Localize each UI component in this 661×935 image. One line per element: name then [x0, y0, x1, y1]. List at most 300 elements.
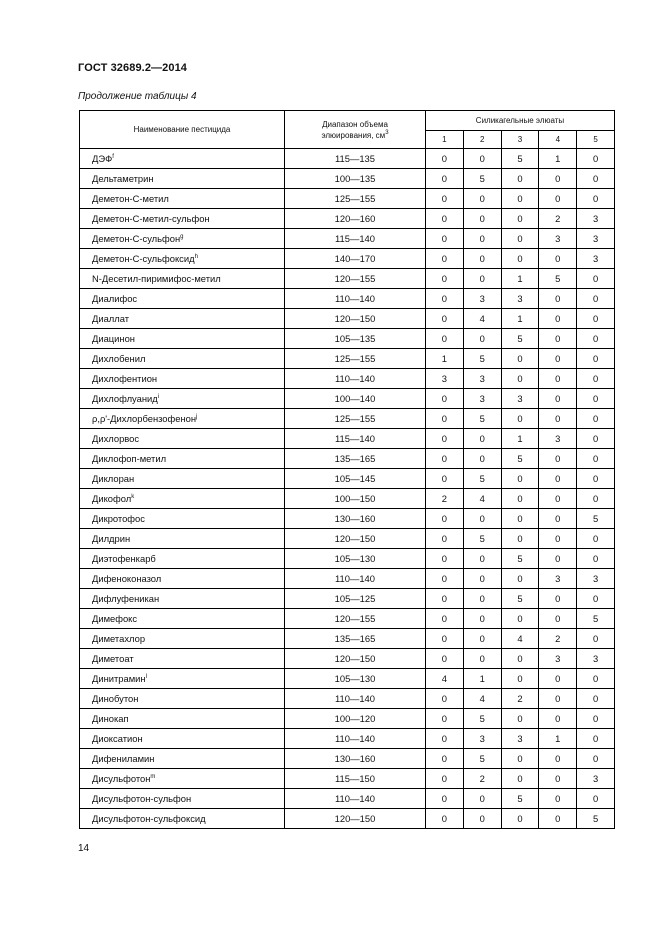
- eluate-value-cell: 0: [539, 189, 577, 209]
- table-row: [80, 429, 615, 449]
- eluate-value-cell: 5: [463, 469, 501, 489]
- table-row: [80, 689, 615, 709]
- eluate-value-cell: 5: [501, 149, 539, 169]
- pesticide-name-cell: [80, 369, 285, 389]
- pesticide-name-cell: [80, 669, 285, 689]
- eluate-value-cell: 3: [501, 729, 539, 749]
- elution-range-cell: 140—170: [285, 249, 426, 269]
- pesticide-name: Диклофоп-метил: [92, 453, 167, 464]
- table-row: [80, 569, 615, 589]
- elution-range-cell: 120—155: [285, 269, 426, 289]
- eluate-value-cell: 0: [539, 449, 577, 469]
- eluate-value-cell: 5: [463, 709, 501, 729]
- eluate-value-cell: 0: [426, 589, 464, 609]
- elution-range-cell: 120—150: [285, 809, 426, 829]
- eluate-value-cell: 0: [577, 389, 615, 409]
- eluate-value-cell: 5: [577, 609, 615, 629]
- pesticide-name-cell: [80, 309, 285, 329]
- eluate-value-cell: 0: [501, 169, 539, 189]
- table-row: [80, 329, 615, 349]
- table-row: [80, 409, 615, 429]
- eluate-value-cell: 0: [501, 609, 539, 629]
- eluate-value-cell: 0: [577, 409, 615, 429]
- eluate-value-cell: 0: [426, 789, 464, 809]
- eluate-value-cell: 0: [463, 209, 501, 229]
- eluate-number-header: 5: [577, 131, 615, 149]
- elution-range-cell: 135—165: [285, 629, 426, 649]
- eluate-value-cell: 2: [463, 769, 501, 789]
- eluate-value-cell: 0: [501, 469, 539, 489]
- eluate-value-cell: 0: [577, 369, 615, 389]
- eluate-value-cell: 0: [577, 669, 615, 689]
- eluate-value-cell: 3: [539, 429, 577, 449]
- eluate-value-cell: 1: [501, 429, 539, 449]
- footnote-marker: k: [131, 494, 135, 500]
- elution-range-cell: 125—155: [285, 189, 426, 209]
- pesticide-name-cell: [80, 209, 285, 229]
- eluate-value-cell: 2: [539, 209, 577, 229]
- eluate-value-cell: 4: [463, 689, 501, 709]
- table-row: [80, 509, 615, 529]
- table-row: [80, 709, 615, 729]
- eluate-number-header: 2: [463, 131, 501, 149]
- eluate-value-cell: 0: [463, 569, 501, 589]
- pesticide-name-cell: [80, 609, 285, 629]
- eluate-value-cell: 0: [577, 629, 615, 649]
- eluate-value-cell: 0: [501, 529, 539, 549]
- eluate-value-cell: 0: [463, 269, 501, 289]
- pesticide-name: Дихлорвос: [92, 433, 140, 444]
- eluate-value-cell: 4: [426, 669, 464, 689]
- elution-range-cell: 125—155: [285, 409, 426, 429]
- pesticide-name: Динитрамин: [92, 673, 146, 684]
- eluate-value-cell: 0: [577, 289, 615, 309]
- pesticide-name: Дисульфотон-сульфоксид: [92, 813, 206, 824]
- eluate-value-cell: 0: [577, 149, 615, 169]
- pesticide-name-cell: [80, 729, 285, 749]
- eluate-value-cell: 0: [426, 609, 464, 629]
- eluate-value-cell: 0: [577, 469, 615, 489]
- eluate-value-cell: 3: [463, 369, 501, 389]
- elution-range-cell: 105—125: [285, 589, 426, 609]
- eluate-value-cell: 5: [501, 789, 539, 809]
- eluate-value-cell: 0: [426, 269, 464, 289]
- eluate-value-cell: 5: [463, 409, 501, 429]
- eluate-value-cell: 0: [539, 549, 577, 569]
- eluate-value-cell: 5: [501, 549, 539, 569]
- pesticide-name: Деметон-С-метил-сульфон: [92, 213, 210, 224]
- eluate-value-cell: 0: [501, 409, 539, 429]
- elution-range-cell: 110—140: [285, 789, 426, 809]
- pesticide-name-cell: [80, 269, 285, 289]
- eluate-value-cell: 1: [463, 669, 501, 689]
- eluate-value-cell: 2: [501, 689, 539, 709]
- pesticide-name-cell: [80, 469, 285, 489]
- pesticide-name: Дельтаметрин: [92, 173, 154, 184]
- elution-range-cell: 115—140: [285, 429, 426, 449]
- eluate-value-cell: 0: [577, 789, 615, 809]
- eluate-value-cell: 3: [501, 389, 539, 409]
- eluate-value-cell: 2: [426, 489, 464, 509]
- eluate-value-cell: 3: [463, 289, 501, 309]
- table-row: [80, 189, 615, 209]
- pesticide-name-cell: [80, 649, 285, 669]
- pesticide-name-cell: [80, 229, 285, 249]
- pesticide-name: Диоксатион: [92, 733, 143, 744]
- eluate-value-cell: 0: [577, 189, 615, 209]
- elution-range-cell: 100—120: [285, 709, 426, 729]
- eluate-value-cell: 0: [577, 709, 615, 729]
- eluate-value-cell: 0: [426, 289, 464, 309]
- table-row: [80, 789, 615, 809]
- elution-range-cell: 115—150: [285, 769, 426, 789]
- table-row: [80, 309, 615, 329]
- eluate-value-cell: 4: [463, 489, 501, 509]
- eluate-value-cell: 0: [501, 749, 539, 769]
- eluate-value-cell: 0: [539, 749, 577, 769]
- pesticide-name: N-Десетил-пиримифос-метил: [92, 273, 221, 284]
- pesticide-name: Диацинон: [92, 333, 135, 344]
- page-number: 14: [78, 843, 90, 854]
- pesticide-name: Дикротофос: [92, 513, 145, 524]
- elution-range-cell: 110—140: [285, 569, 426, 589]
- eluate-value-cell: 3: [426, 369, 464, 389]
- eluate-value-cell: 0: [426, 529, 464, 549]
- eluate-value-cell: 0: [463, 549, 501, 569]
- eluate-value-cell: 0: [501, 189, 539, 209]
- eluate-value-cell: 0: [463, 649, 501, 669]
- pesticide-name-cell: [80, 689, 285, 709]
- eluate-value-cell: 0: [426, 429, 464, 449]
- eluate-value-cell: 0: [463, 629, 501, 649]
- pesticide-name: Динокап: [92, 713, 129, 724]
- eluate-value-cell: 0: [426, 169, 464, 189]
- eluate-value-cell: 0: [577, 169, 615, 189]
- eluate-value-cell: 0: [501, 249, 539, 269]
- eluate-value-cell: 0: [539, 369, 577, 389]
- pesticide-name-cell: [80, 429, 285, 449]
- pesticide-name: ДЭФ: [92, 153, 113, 164]
- eluate-number-header: 3: [501, 131, 539, 149]
- eluate-value-cell: 0: [577, 529, 615, 549]
- eluate-value-cell: 1: [539, 729, 577, 749]
- pesticide-name-cell: [80, 769, 285, 789]
- table-row: [80, 389, 615, 409]
- elution-range-cell: 120—150: [285, 649, 426, 669]
- pesticide-name: Димефокс: [92, 613, 138, 624]
- eluate-value-cell: 0: [463, 229, 501, 249]
- eluate-value-cell: 0: [426, 729, 464, 749]
- elution-range-cell: 125—155: [285, 349, 426, 369]
- eluate-value-cell: 0: [539, 409, 577, 429]
- eluate-value-cell: 0: [539, 509, 577, 529]
- eluate-value-cell: 0: [426, 709, 464, 729]
- pesticide-name-cell: [80, 189, 285, 209]
- table-row: [80, 249, 615, 269]
- eluate-value-cell: 0: [426, 549, 464, 569]
- eluate-value-cell: 1: [501, 309, 539, 329]
- table-row: [80, 169, 615, 189]
- pesticide-name-cell: [80, 329, 285, 349]
- eluate-value-cell: 0: [463, 609, 501, 629]
- eluate-value-cell: 0: [426, 389, 464, 409]
- eluate-value-cell: 3: [577, 769, 615, 789]
- eluate-value-cell: 5: [577, 809, 615, 829]
- eluate-value-cell: 0: [539, 529, 577, 549]
- footnote-marker: g: [180, 234, 184, 240]
- elution-range-cell: 100—140: [285, 389, 426, 409]
- eluate-value-cell: 0: [577, 749, 615, 769]
- eluate-value-cell: 0: [539, 389, 577, 409]
- eluate-value-cell: 0: [501, 569, 539, 589]
- eluate-value-cell: 0: [463, 589, 501, 609]
- table-row: [80, 749, 615, 769]
- eluate-value-cell: 0: [501, 649, 539, 669]
- eluate-value-cell: 0: [501, 769, 539, 789]
- pesticide-name-cell: [80, 509, 285, 529]
- column-header-name: Наименование пестицида: [80, 111, 285, 149]
- eluate-value-cell: 3: [501, 289, 539, 309]
- pesticide-name: Дисульфотон-сульфон: [92, 793, 192, 804]
- eluate-value-cell: 5: [577, 509, 615, 529]
- eluate-value-cell: 0: [577, 269, 615, 289]
- eluate-value-cell: 0: [577, 429, 615, 449]
- eluate-value-cell: 0: [539, 789, 577, 809]
- elution-range-cell: 115—135: [285, 149, 426, 169]
- eluate-value-cell: 0: [426, 629, 464, 649]
- table-row: [80, 289, 615, 309]
- eluate-value-cell: 0: [539, 669, 577, 689]
- elution-range-cell: 110—140: [285, 289, 426, 309]
- table-row: [80, 549, 615, 569]
- pesticide-name: Деметон-С-метил: [92, 193, 169, 204]
- pesticide-name-cell: [80, 569, 285, 589]
- pesticide-name-cell: [80, 249, 285, 269]
- pesticide-name: Динобутон: [92, 693, 139, 704]
- table-row: [80, 469, 615, 489]
- footnote-marker: m: [150, 774, 156, 780]
- eluate-value-cell: 0: [539, 169, 577, 189]
- eluate-value-cell: 0: [426, 209, 464, 229]
- eluate-value-cell: 0: [577, 349, 615, 369]
- eluate-value-cell: 0: [577, 329, 615, 349]
- eluate-value-cell: 3: [577, 249, 615, 269]
- eluate-value-cell: 5: [463, 169, 501, 189]
- eluate-value-cell: 0: [426, 249, 464, 269]
- pesticide-name: Диалифос: [92, 293, 138, 304]
- table-row: [80, 489, 615, 509]
- elution-range-cell: 105—135: [285, 329, 426, 349]
- eluate-value-cell: 3: [577, 569, 615, 589]
- eluate-value-cell: 5: [501, 589, 539, 609]
- elution-range-cell: 105—145: [285, 469, 426, 489]
- elution-range-cell: 130—160: [285, 509, 426, 529]
- eluate-value-cell: 0: [539, 289, 577, 309]
- table-row: [80, 349, 615, 369]
- eluate-value-cell: 0: [426, 149, 464, 169]
- eluate-value-cell: 0: [501, 809, 539, 829]
- eluate-value-cell: 1: [426, 349, 464, 369]
- pesticide-name-cell: [80, 709, 285, 729]
- eluate-value-cell: 1: [501, 269, 539, 289]
- eluate-value-cell: 0: [426, 809, 464, 829]
- pesticide-name: Диметахлор: [92, 633, 146, 644]
- pesticide-name: Деметон-С-сульфон: [92, 233, 181, 244]
- document-standard-title: ГОСТ 32689.2—2014: [78, 62, 188, 74]
- pesticide-name-cell: [80, 789, 285, 809]
- pesticide-name: Деметон-С-сульфоксид: [92, 253, 195, 264]
- eluate-value-cell: 3: [577, 649, 615, 669]
- eluate-value-cell: 3: [577, 209, 615, 229]
- eluate-value-cell: 0: [426, 469, 464, 489]
- pesticide-name: Дифениламин: [92, 753, 155, 764]
- table-row: [80, 629, 615, 649]
- eluate-value-cell: 0: [426, 229, 464, 249]
- pesticide-name: Диаллат: [92, 313, 130, 324]
- eluate-value-cell: 0: [463, 249, 501, 269]
- eluate-value-cell: 3: [463, 389, 501, 409]
- elution-range-cell: 120—150: [285, 529, 426, 549]
- eluate-value-cell: 0: [426, 649, 464, 669]
- eluate-number-header: 1: [426, 131, 464, 149]
- eluate-value-cell: 0: [501, 209, 539, 229]
- pesticide-name: ρ,ρ'-Дихлорбензофенон: [92, 413, 197, 424]
- eluate-value-cell: 4: [463, 309, 501, 329]
- footnote-marker: l: [145, 674, 147, 680]
- eluate-value-cell: 0: [539, 489, 577, 509]
- pesticide-name: Дихлофлуанид: [92, 393, 158, 404]
- pesticide-name: Дисульфотон: [92, 773, 151, 784]
- footnote-marker: f: [112, 154, 114, 160]
- table-row: [80, 649, 615, 669]
- eluate-value-cell: 4: [501, 629, 539, 649]
- table-row: [80, 669, 615, 689]
- pesticide-name-cell: [80, 389, 285, 409]
- eluate-value-cell: 0: [426, 309, 464, 329]
- pesticide-name-cell: [80, 409, 285, 429]
- eluate-number-header: 4: [539, 131, 577, 149]
- eluate-value-cell: 0: [463, 789, 501, 809]
- elution-range-cell: 110—140: [285, 689, 426, 709]
- pesticide-name-cell: [80, 489, 285, 509]
- eluate-value-cell: 0: [539, 689, 577, 709]
- footnote-marker: i: [157, 394, 160, 400]
- table-row: [80, 589, 615, 609]
- pesticide-name: Дихлобенил: [92, 353, 146, 364]
- elution-range-cell: 115—140: [285, 229, 426, 249]
- eluate-value-cell: 0: [426, 409, 464, 429]
- eluate-value-cell: 5: [501, 449, 539, 469]
- eluate-value-cell: 0: [426, 329, 464, 349]
- elution-range-cell: 105—130: [285, 669, 426, 689]
- eluate-value-cell: 0: [426, 569, 464, 589]
- pesticide-name-cell: [80, 629, 285, 649]
- eluate-value-cell: 3: [463, 729, 501, 749]
- table-row: [80, 269, 615, 289]
- elution-range-cell: 100—135: [285, 169, 426, 189]
- pesticide-name-cell: [80, 589, 285, 609]
- eluate-value-cell: 0: [501, 709, 539, 729]
- elution-range-cell: 105—130: [285, 549, 426, 569]
- eluate-value-cell: 0: [463, 809, 501, 829]
- elution-range-cell: 120—150: [285, 309, 426, 329]
- eluate-value-cell: 0: [577, 589, 615, 609]
- eluate-value-cell: 0: [577, 729, 615, 749]
- eluate-value-cell: 0: [501, 369, 539, 389]
- table-continuation-caption: Продолжение таблицы 4: [78, 91, 197, 102]
- eluate-value-cell: 5: [463, 529, 501, 549]
- pesticide-name-cell: [80, 749, 285, 769]
- eluate-value-cell: 0: [463, 429, 501, 449]
- eluate-value-cell: 0: [577, 449, 615, 469]
- eluate-value-cell: 0: [577, 549, 615, 569]
- pesticide-name: Дилдрин: [92, 533, 131, 544]
- elution-range-cell: 135—165: [285, 449, 426, 469]
- pesticide-name: Дифеноконазол: [92, 573, 162, 584]
- eluate-value-cell: 0: [539, 709, 577, 729]
- elution-range-cell: 110—140: [285, 729, 426, 749]
- eluate-value-cell: 5: [463, 749, 501, 769]
- pesticide-name-cell: [80, 549, 285, 569]
- eluate-value-cell: 0: [463, 149, 501, 169]
- eluate-value-cell: 5: [463, 349, 501, 369]
- eluate-value-cell: 0: [501, 349, 539, 369]
- eluate-value-cell: 0: [463, 449, 501, 469]
- eluate-value-cell: 0: [426, 769, 464, 789]
- table-row: [80, 209, 615, 229]
- eluate-value-cell: 0: [577, 489, 615, 509]
- eluate-value-cell: 0: [539, 249, 577, 269]
- eluate-value-cell: 0: [426, 749, 464, 769]
- eluate-value-cell: 0: [539, 589, 577, 609]
- eluate-value-cell: 5: [539, 269, 577, 289]
- pesticide-name: Дихлофентион: [92, 373, 158, 384]
- pesticide-name-cell: [80, 149, 285, 169]
- eluate-value-cell: 0: [463, 189, 501, 209]
- eluate-value-cell: 0: [426, 449, 464, 469]
- table-row: [80, 149, 615, 169]
- eluate-value-cell: 3: [539, 229, 577, 249]
- pesticide-name-cell: [80, 809, 285, 829]
- eluate-value-cell: 0: [463, 329, 501, 349]
- pesticide-name: Диэтофенкарб: [92, 553, 156, 564]
- table-row: [80, 229, 615, 249]
- pesticide-name-cell: [80, 169, 285, 189]
- eluate-value-cell: 0: [539, 309, 577, 329]
- table-row: [80, 769, 615, 789]
- footnote-marker: j: [196, 414, 198, 420]
- elution-range-cell: 120—160: [285, 209, 426, 229]
- eluate-value-cell: 1: [539, 149, 577, 169]
- pesticide-name: Дикофол: [92, 493, 132, 504]
- eluate-value-cell: 0: [539, 809, 577, 829]
- eluate-value-cell: 0: [539, 769, 577, 789]
- elution-range-cell: 130—160: [285, 749, 426, 769]
- eluate-value-cell: 3: [577, 229, 615, 249]
- eluate-value-cell: 0: [539, 349, 577, 369]
- pesticide-elution-table: [79, 110, 615, 829]
- table-row: [80, 529, 615, 549]
- table-row: [80, 809, 615, 829]
- eluate-value-cell: 0: [426, 509, 464, 529]
- table-row: [80, 449, 615, 469]
- eluate-value-cell: 0: [577, 689, 615, 709]
- pesticide-name-cell: [80, 449, 285, 469]
- eluate-value-cell: 2: [539, 629, 577, 649]
- eluate-value-cell: 0: [577, 309, 615, 329]
- table-row: [80, 729, 615, 749]
- pesticide-name: Диклоран: [92, 473, 135, 484]
